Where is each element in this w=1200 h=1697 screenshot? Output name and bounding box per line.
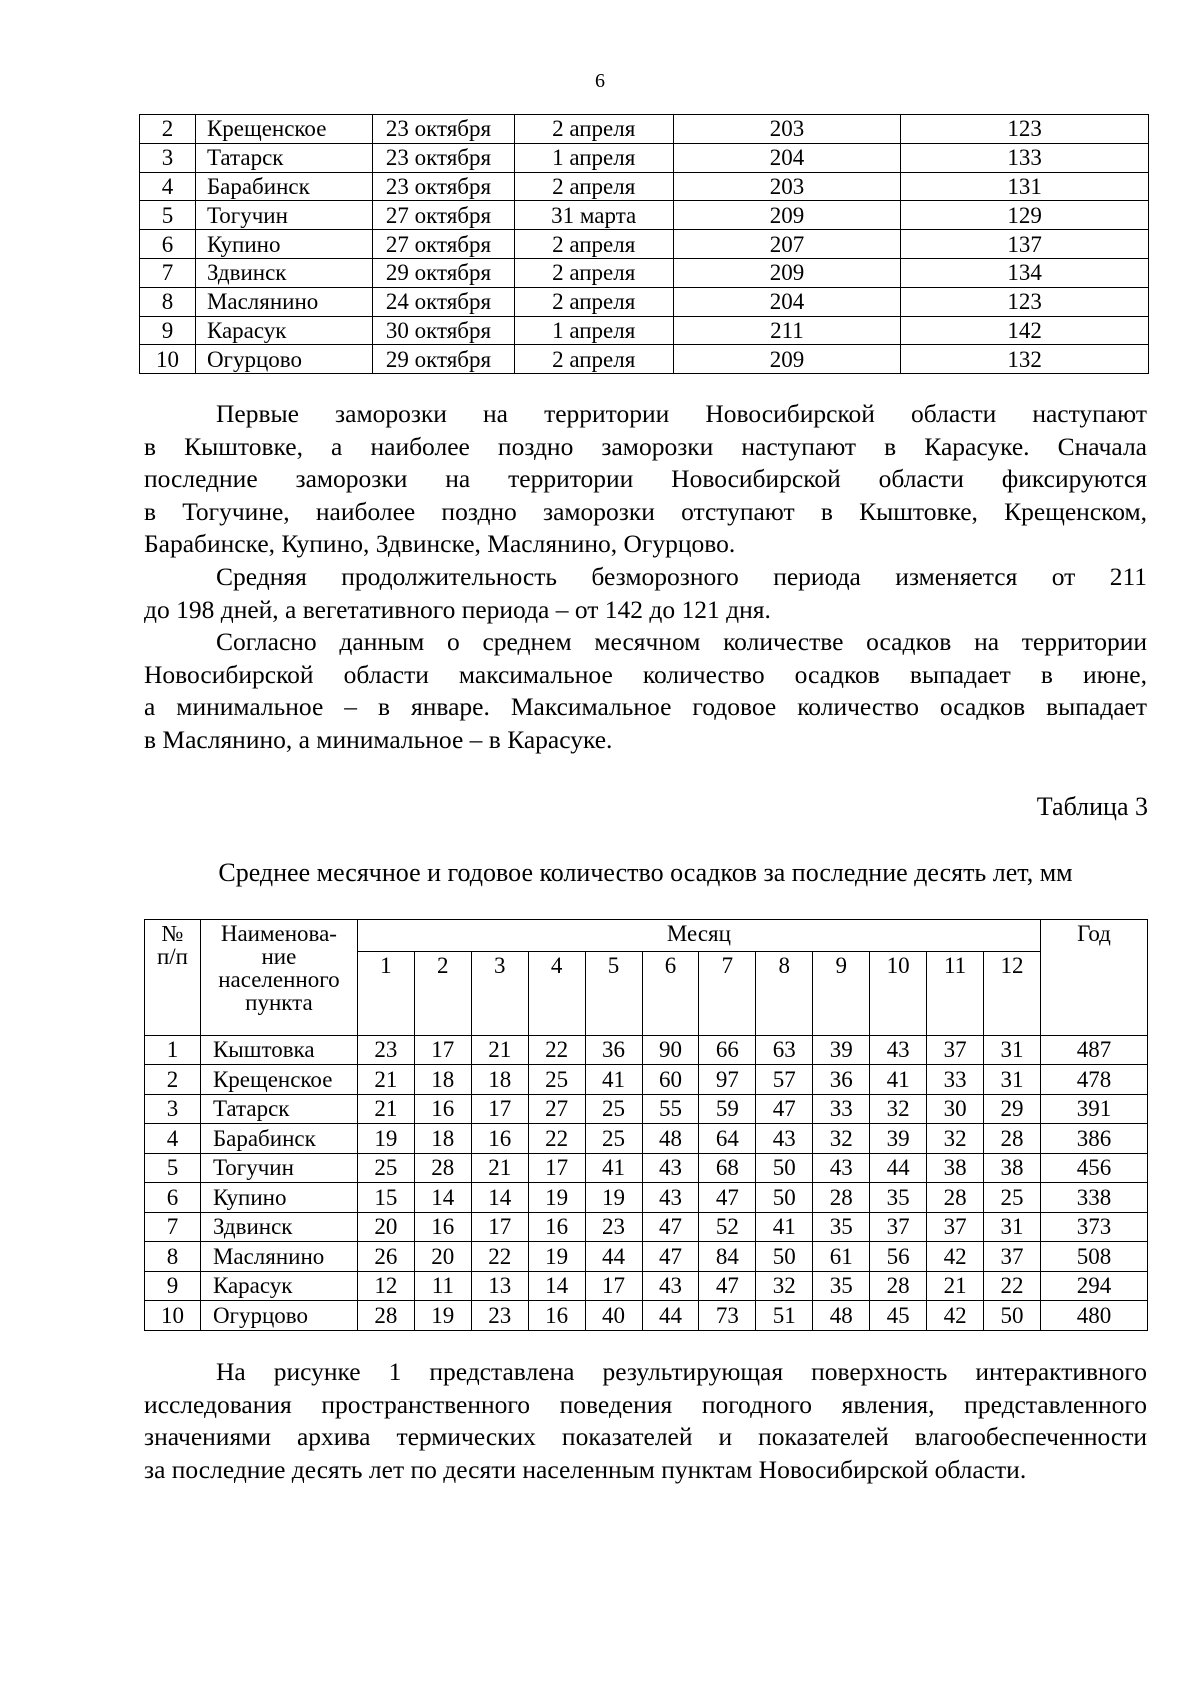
settlement-name: Огурцово	[195, 345, 372, 374]
text-line: Барабинске, Купино, Здвинске, Маслянино, Огурцово.	[144, 529, 736, 558]
settlement-name: Крещенское	[200, 1065, 357, 1095]
settlement-name: Купино	[195, 230, 372, 259]
precipitation-value: 18	[471, 1065, 528, 1095]
header-name-line: ние	[261, 944, 297, 969]
precipitation-value: 37	[927, 1212, 984, 1242]
precipitation-value: 36	[813, 1065, 870, 1095]
precipitation-value: 18	[414, 1124, 471, 1154]
row-number: 7	[140, 258, 196, 287]
precipitation-value: 11	[414, 1271, 471, 1301]
header-name-line: Наименова-	[220, 921, 337, 946]
frost-free-days: 209	[673, 201, 901, 230]
last-frost-date: 1 апреля	[514, 143, 673, 172]
precipitation-value: 43	[642, 1271, 699, 1301]
text-line: Первые заморозки на территории Новосибирской области наступают	[216, 399, 1147, 428]
first-frost-date: 29 октября	[372, 258, 514, 287]
settlement-name: Крещенское	[195, 115, 372, 144]
precipitation-value: 33	[927, 1065, 984, 1095]
table-row	[140, 230, 1149, 259]
precipitation-value: 32	[756, 1271, 813, 1301]
table-row	[145, 1124, 1148, 1154]
annual-total: 456	[1040, 1153, 1147, 1183]
precipitation-value: 35	[813, 1271, 870, 1301]
text-line: до 198 дней, а вегетативного периода – от 142 до 121 дня.	[144, 594, 771, 624]
frost-free-days: 203	[673, 115, 901, 144]
first-frost-date: 23 октября	[372, 143, 514, 172]
precipitation-value: 14	[471, 1183, 528, 1213]
precipitation-value: 28	[357, 1301, 414, 1331]
precipitation-value: 44	[870, 1153, 927, 1183]
precipitation-value: 47	[642, 1212, 699, 1242]
paragraph-precipitation	[144, 626, 1147, 756]
precipitation-value: 48	[813, 1301, 870, 1331]
precipitation-value: 27	[528, 1094, 585, 1124]
precipitation-value: 19	[585, 1183, 642, 1213]
annual-total: 391	[1040, 1094, 1147, 1124]
precipitation-value: 44	[642, 1301, 699, 1331]
precipitation-value: 57	[756, 1065, 813, 1095]
settlement-name: Татарск	[200, 1094, 357, 1124]
text-line: На рисунке 1 представлена результирующая поверхность интерактивного	[216, 1357, 1147, 1386]
precipitation-value: 32	[813, 1124, 870, 1154]
settlement-name: Карасук	[200, 1271, 357, 1301]
header-number-line: п/п	[156, 944, 188, 969]
precipitation-value: 28	[870, 1271, 927, 1301]
precipitation-value: 25	[357, 1153, 414, 1183]
precipitation-value: 55	[642, 1094, 699, 1124]
text-line: в Тогучине, наиболее поздно заморозки отступают в Кыштовке, Крещенском,	[144, 496, 1147, 526]
settlement-name: Карасук	[195, 316, 372, 345]
precipitation-value: 84	[699, 1242, 756, 1272]
row-number: 10	[140, 345, 196, 374]
precipitation-value: 17	[471, 1212, 528, 1242]
row-number: 3	[140, 143, 196, 172]
text-line: Средняя продолжительность безморозного периода изменяется от 211	[216, 562, 1147, 591]
page-number: 6	[595, 70, 605, 92]
settlement-name: Маслянино	[200, 1242, 357, 1272]
frost-free-days: 209	[673, 345, 901, 374]
last-frost-date: 31 марта	[514, 201, 673, 230]
table-row	[145, 1094, 1148, 1124]
precipitation-value: 36	[585, 1035, 642, 1065]
settlement-name: Барабинск	[200, 1124, 357, 1154]
table-row	[140, 143, 1149, 172]
precipitation-value: 59	[699, 1094, 756, 1124]
precipitation-value: 21	[471, 1035, 528, 1065]
vegetative-days: 123	[901, 115, 1149, 144]
text-line: за последние десять лет по десяти населенным пунктам Новосибирской области.	[144, 1454, 1027, 1484]
row-number: 5	[145, 1153, 201, 1183]
precipitation-value: 61	[813, 1242, 870, 1272]
row-number: 8	[140, 287, 196, 316]
header-month-number: 12	[984, 951, 1041, 1035]
precipitation-value: 37	[984, 1242, 1041, 1272]
table-row	[140, 316, 1149, 345]
precipitation-value: 43	[642, 1183, 699, 1213]
vegetative-days: 142	[901, 316, 1149, 345]
header-month-number: 1	[357, 951, 414, 1035]
vegetative-days: 133	[901, 143, 1149, 172]
precipitation-value: 19	[357, 1124, 414, 1154]
header-month-number: 7	[699, 951, 756, 1035]
precipitation-value: 25	[585, 1094, 642, 1124]
row-number: 4	[145, 1124, 201, 1154]
precipitation-value: 39	[870, 1124, 927, 1154]
precipitation-table	[144, 919, 1148, 1331]
settlement-name: Здвинск	[195, 258, 372, 287]
frost-free-days: 204	[673, 143, 901, 172]
precipitation-value: 64	[699, 1124, 756, 1154]
table-caption: Среднее месячное и годовое количество осадков за последние десять лет, мм	[218, 858, 1073, 887]
table-row	[145, 1035, 1148, 1065]
precipitation-value: 13	[471, 1271, 528, 1301]
table-row	[145, 1271, 1148, 1301]
precipitation-value: 17	[471, 1094, 528, 1124]
vegetative-days: 129	[901, 201, 1149, 230]
settlement-name: Барабинск	[195, 172, 372, 201]
annual-total: 478	[1040, 1065, 1147, 1095]
precipitation-value: 73	[699, 1301, 756, 1331]
precipitation-value: 17	[585, 1271, 642, 1301]
table-row	[145, 1153, 1148, 1183]
precipitation-value: 22	[528, 1035, 585, 1065]
precipitation-value: 90	[642, 1035, 699, 1065]
precipitation-value: 47	[642, 1242, 699, 1272]
precipitation-value: 42	[927, 1242, 984, 1272]
precipitation-value: 28	[414, 1153, 471, 1183]
precipitation-value: 41	[585, 1153, 642, 1183]
text-line: в Кыштовке, а наиболее поздно заморозки наступают в Карасуке. Сначала	[144, 431, 1147, 461]
precipitation-value: 16	[528, 1301, 585, 1331]
text-line: Согласно данным о среднем месячном количестве осадков на территории	[216, 627, 1147, 656]
precipitation-value: 32	[870, 1094, 927, 1124]
header-month-number: 9	[813, 951, 870, 1035]
frost-dates-table	[139, 114, 1149, 374]
header-month-number: 11	[927, 951, 984, 1035]
table-row	[140, 201, 1149, 230]
precipitation-value: 22	[984, 1271, 1041, 1301]
precipitation-value: 16	[528, 1212, 585, 1242]
precipitation-value: 21	[357, 1065, 414, 1095]
frost-free-days: 203	[673, 172, 901, 201]
precipitation-value: 56	[870, 1242, 927, 1272]
precipitation-value: 22	[471, 1242, 528, 1272]
header-month-number: 3	[471, 951, 528, 1035]
precipitation-value: 21	[927, 1271, 984, 1301]
header-month-number: 6	[642, 951, 699, 1035]
table-row	[140, 287, 1149, 316]
table-row	[140, 115, 1149, 144]
precipitation-value: 97	[699, 1065, 756, 1095]
vegetative-days: 131	[901, 172, 1149, 201]
table-row	[140, 258, 1149, 287]
row-number: 9	[145, 1271, 201, 1301]
vegetative-days: 123	[901, 287, 1149, 316]
paragraph-figure	[144, 1356, 1147, 1486]
row-number: 2	[145, 1065, 201, 1095]
precipitation-value: 25	[585, 1124, 642, 1154]
row-number: 10	[145, 1301, 201, 1331]
annual-total: 386	[1040, 1124, 1147, 1154]
precipitation-value: 19	[528, 1242, 585, 1272]
precipitation-value: 43	[870, 1035, 927, 1065]
paragraph-frost	[144, 398, 1147, 561]
frost-free-days: 209	[673, 258, 901, 287]
precipitation-value: 50	[984, 1301, 1041, 1331]
precipitation-value: 35	[813, 1212, 870, 1242]
precipitation-value: 50	[756, 1242, 813, 1272]
header-name-line: населенного	[218, 967, 340, 992]
settlement-name: Здвинск	[200, 1212, 357, 1242]
precipitation-value: 41	[756, 1212, 813, 1242]
table-row	[140, 345, 1149, 374]
last-frost-date: 2 апреля	[514, 115, 673, 144]
annual-total: 338	[1040, 1183, 1147, 1213]
precipitation-value: 28	[984, 1124, 1041, 1154]
precipitation-value: 37	[870, 1212, 927, 1242]
row-number: 1	[145, 1035, 201, 1065]
precipitation-value: 16	[471, 1124, 528, 1154]
precipitation-value: 20	[414, 1242, 471, 1272]
precipitation-value: 41	[870, 1065, 927, 1095]
precipitation-value: 30	[927, 1094, 984, 1124]
annual-total: 294	[1040, 1271, 1147, 1301]
last-frost-date: 2 апреля	[514, 287, 673, 316]
precipitation-value: 50	[756, 1183, 813, 1213]
first-frost-date: 27 октября	[372, 201, 514, 230]
precipitation-value: 23	[357, 1035, 414, 1065]
precipitation-value: 17	[414, 1035, 471, 1065]
precipitation-value: 52	[699, 1212, 756, 1242]
precipitation-value: 48	[642, 1124, 699, 1154]
last-frost-date: 2 апреля	[514, 230, 673, 259]
precipitation-value: 68	[699, 1153, 756, 1183]
row-number: 6	[145, 1183, 201, 1213]
precipitation-value: 25	[984, 1183, 1041, 1213]
precipitation-value: 47	[699, 1271, 756, 1301]
precipitation-value: 38	[927, 1153, 984, 1183]
precipitation-value: 22	[528, 1124, 585, 1154]
header-name	[200, 920, 357, 1036]
precipitation-value: 60	[642, 1065, 699, 1095]
precipitation-value: 40	[585, 1301, 642, 1331]
annual-total: 480	[1040, 1301, 1147, 1331]
annual-total: 487	[1040, 1035, 1147, 1065]
row-number: 9	[140, 316, 196, 345]
table-row	[145, 1183, 1148, 1213]
precipitation-value: 31	[984, 1065, 1041, 1095]
precipitation-value: 16	[414, 1094, 471, 1124]
last-frost-date: 2 апреля	[514, 258, 673, 287]
precipitation-value: 45	[870, 1301, 927, 1331]
precipitation-value: 44	[585, 1242, 642, 1272]
frost-free-days: 211	[673, 316, 901, 345]
last-frost-date: 2 апреля	[514, 172, 673, 201]
header-name-line: пункта	[245, 990, 313, 1015]
precipitation-value: 21	[357, 1094, 414, 1124]
header-month-number: 10	[870, 951, 927, 1035]
precipitation-value: 23	[471, 1301, 528, 1331]
header-month-number: 4	[528, 951, 585, 1035]
first-frost-date: 29 октября	[372, 345, 514, 374]
precipitation-value: 31	[984, 1035, 1041, 1065]
precipitation-value: 16	[414, 1212, 471, 1242]
text-line: Новосибирской области максимальное количество осадков выпадает в июне,	[144, 659, 1147, 689]
table-row	[140, 172, 1149, 201]
row-number: 6	[140, 230, 196, 259]
frost-free-days: 204	[673, 287, 901, 316]
precipitation-value: 15	[357, 1183, 414, 1213]
header-year: Год	[1040, 920, 1147, 1036]
text-line: а минимальное – в январе. Максимальное годовое количество осадков выпадает	[144, 692, 1147, 721]
settlement-name: Огурцово	[200, 1301, 357, 1331]
header-month-number: 2	[414, 951, 471, 1035]
precipitation-value: 43	[813, 1153, 870, 1183]
precipitation-value: 31	[984, 1212, 1041, 1242]
precipitation-value: 19	[414, 1301, 471, 1331]
precipitation-value: 63	[756, 1035, 813, 1065]
precipitation-value: 47	[699, 1183, 756, 1213]
settlement-name: Тогучин	[195, 201, 372, 230]
precipitation-value: 35	[870, 1183, 927, 1213]
first-frost-date: 30 октября	[372, 316, 514, 345]
frost-free-days: 207	[673, 230, 901, 259]
precipitation-value: 43	[642, 1153, 699, 1183]
first-frost-date: 23 октября	[372, 172, 514, 201]
settlement-name: Кыштовка	[200, 1035, 357, 1065]
precipitation-value: 21	[471, 1153, 528, 1183]
paragraph-duration	[144, 561, 1147, 626]
precipitation-value: 39	[813, 1035, 870, 1065]
text-line: значениями архива термических показателей и показателей влагообеспеченности	[144, 1422, 1147, 1451]
precipitation-value: 12	[357, 1271, 414, 1301]
precipitation-value: 17	[528, 1153, 585, 1183]
row-number: 5	[140, 201, 196, 230]
precipitation-value: 25	[528, 1065, 585, 1095]
precipitation-value: 38	[984, 1153, 1041, 1183]
annual-total: 508	[1040, 1242, 1147, 1272]
precipitation-value: 28	[927, 1183, 984, 1213]
precipitation-value: 28	[813, 1183, 870, 1213]
precipitation-value: 23	[585, 1212, 642, 1242]
header-number	[145, 920, 201, 1036]
annual-total: 373	[1040, 1212, 1147, 1242]
vegetative-days: 134	[901, 258, 1149, 287]
precipitation-value: 29	[984, 1094, 1041, 1124]
row-number: 7	[145, 1212, 201, 1242]
precipitation-value: 37	[927, 1035, 984, 1065]
precipitation-value: 14	[528, 1271, 585, 1301]
table-row	[145, 1301, 1148, 1331]
settlement-name: Купино	[200, 1183, 357, 1213]
precipitation-value: 33	[813, 1094, 870, 1124]
first-frost-date: 27 октября	[372, 230, 514, 259]
precipitation-value: 43	[756, 1124, 813, 1154]
first-frost-date: 24 октября	[372, 287, 514, 316]
row-number: 4	[140, 172, 196, 201]
precipitation-value: 20	[357, 1212, 414, 1242]
table-row	[145, 1242, 1148, 1272]
precipitation-value: 50	[756, 1153, 813, 1183]
header-number-line: №	[161, 921, 184, 946]
header-month-number: 8	[756, 951, 813, 1035]
table-label: Таблица 3	[1036, 792, 1148, 821]
last-frost-date: 1 апреля	[514, 316, 673, 345]
precipitation-value: 14	[414, 1183, 471, 1213]
precipitation-value: 26	[357, 1242, 414, 1272]
header-month: Месяц	[357, 920, 1040, 952]
precipitation-value: 51	[756, 1301, 813, 1331]
settlement-name: Тогучин	[200, 1153, 357, 1183]
row-number: 8	[145, 1242, 201, 1272]
precipitation-value: 32	[927, 1124, 984, 1154]
text-line: исследования пространственного поведения погодного явления, представленного	[144, 1389, 1147, 1419]
text-line: в Маслянино, а минимальное – в Карасуке.	[144, 724, 613, 754]
precipitation-value: 19	[528, 1183, 585, 1213]
last-frost-date: 2 апреля	[514, 345, 673, 374]
text-line: последние заморозки на территории Новосибирской области фиксируются	[144, 464, 1147, 493]
precipitation-value: 66	[699, 1035, 756, 1065]
table-row	[145, 1212, 1148, 1242]
settlement-name: Татарск	[195, 143, 372, 172]
precipitation-value: 42	[927, 1301, 984, 1331]
vegetative-days: 132	[901, 345, 1149, 374]
precipitation-value: 41	[585, 1065, 642, 1095]
row-number: 3	[145, 1094, 201, 1124]
precipitation-value: 18	[414, 1065, 471, 1095]
vegetative-days: 137	[901, 230, 1149, 259]
row-number: 2	[140, 115, 196, 144]
first-frost-date: 23 октября	[372, 115, 514, 144]
settlement-name: Маслянино	[195, 287, 372, 316]
table-row	[145, 1065, 1148, 1095]
precipitation-value: 47	[756, 1094, 813, 1124]
header-month-number: 5	[585, 951, 642, 1035]
